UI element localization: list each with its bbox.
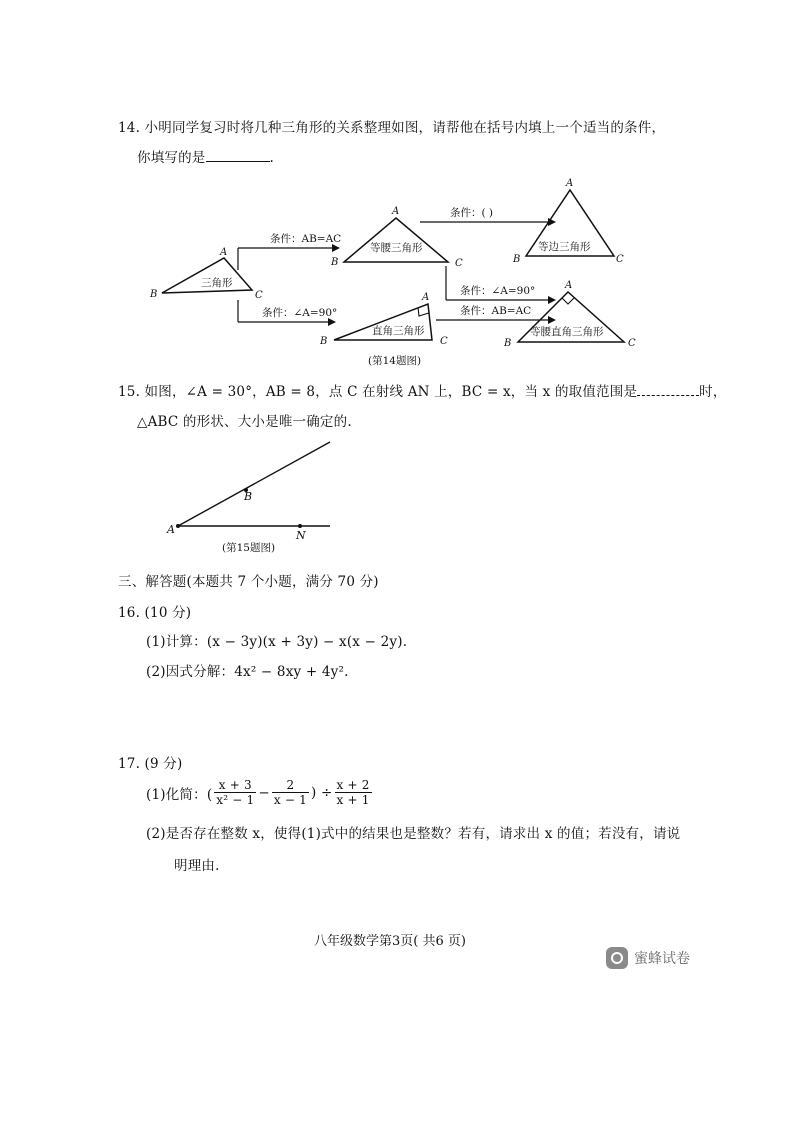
logo-icon [606, 947, 628, 969]
q17-part1-prefix: (1)化简：( [146, 786, 213, 803]
q15-label-N: N [296, 529, 306, 542]
q17-frac1 [214, 778, 256, 807]
tri-iso-C: C [455, 258, 463, 269]
q17-frac3-num: x + 2 [336, 778, 370, 792]
tri-eq-A: A [566, 178, 574, 189]
tri-eq-label: 等边三角形 [538, 241, 591, 253]
q17-frac2-den: x − 1 [273, 793, 308, 807]
cond-ab-ac: 条件：AB=AC [270, 233, 342, 245]
triangle-isosceles [344, 218, 448, 262]
q17-frac3 [335, 778, 372, 807]
q14-line1: 14. 小明同学复习时将几种三角形的关系整理如图，请帮他在括号内填上一个适当的条件， [118, 120, 666, 136]
q17-frac3-den: x + 1 [336, 793, 370, 807]
tri-right-label: 直角三角形 [372, 325, 425, 337]
tri-iso-A: A [392, 206, 400, 217]
tri-basic-label: 三角形 [201, 277, 233, 289]
q15-line1-suffix: 时， [699, 384, 727, 400]
tri-basic-A: A [220, 247, 228, 258]
q15-line2: △ABC 的形状、大小是唯一确定的. [137, 414, 352, 430]
tri-eq-C: C [616, 254, 624, 265]
q14-line2-suffix: . [269, 150, 274, 166]
q17-title: 17. (9 分) [118, 756, 183, 772]
q17-frac2-num: 2 [272, 778, 309, 793]
q16-title: 16. (10 分) [118, 605, 192, 621]
tri-eq-B: B [513, 254, 521, 265]
ray-AB [178, 442, 330, 526]
q14-caption: (第14题图) [368, 355, 422, 367]
q16-part2: (2)因式分解：4x² − 8xy + 4y². [146, 664, 349, 680]
q16-part1: (1)计算：(x − 3y)(x + 3y) − x(x − 2y). [146, 634, 408, 650]
q17-frac2 [272, 778, 309, 807]
q15-line1 [118, 380, 727, 400]
q15-label-A: A [167, 523, 175, 536]
section3-heading: 三、解答题(本题共 7 个小题，满分 70 分) [118, 574, 379, 590]
q17-part2-line1: (2)是否存在整数 x，使得(1)式中的结果也是整数？若有，请求出 x 的值；若没有，请说 [146, 826, 681, 842]
q15-answer-blank[interactable] [637, 381, 699, 396]
q17-close-div: ) ÷ [311, 784, 333, 801]
q15-diagram [160, 436, 350, 556]
tri-iso-label: 等腰三角形 [370, 242, 423, 254]
cond-blank[interactable]: 条件：( ) [450, 207, 494, 219]
tri-isoright-C: C [628, 338, 636, 349]
watermark-logo [606, 947, 690, 969]
q15-label-B: B [244, 490, 253, 503]
tri-isoright-A: A [565, 280, 573, 291]
logo-text: 蜜蜂试卷 [634, 951, 690, 967]
q14-line2 [137, 146, 274, 166]
tri-isoright-label: 等腰直角三角形 [530, 326, 604, 338]
tri-right-C: C [440, 336, 448, 347]
q17-minus: − [258, 784, 270, 801]
cond-angle-left: 条件：∠A=90° [262, 307, 338, 319]
q17-frac1-den: x² − 1 [216, 793, 255, 807]
tri-right-B: B [320, 336, 328, 347]
tri-iso-B: B [331, 257, 339, 268]
q17-frac1-num: x + 3 [214, 778, 256, 793]
tri-basic-C: C [255, 290, 263, 301]
tri-basic-B: B [150, 289, 158, 300]
q15-caption: (第15题图) [222, 542, 276, 554]
q14-line2-prefix: 你填写的是 [137, 150, 206, 166]
cond-ab-ac-2: 条件：AB=AC [460, 305, 532, 317]
tri-isoright-B: B [504, 338, 512, 349]
q17-part1 [146, 778, 374, 807]
q14-diagram [140, 172, 660, 372]
cond-angle-top: 条件：∠A=90° [460, 285, 536, 297]
page-footer: 八年级数学第3页( 共6 页) [314, 934, 466, 949]
q14-answer-blank[interactable] [206, 147, 270, 162]
q17-part2-line2: 明理由. [174, 858, 220, 874]
q15-line1-text: 15. 如图，∠A = 30°，AB = 8，点 C 在射线 AN 上，BC = x，当 x 的取值范围是 [118, 384, 638, 400]
tri-right-A: A [422, 292, 430, 303]
